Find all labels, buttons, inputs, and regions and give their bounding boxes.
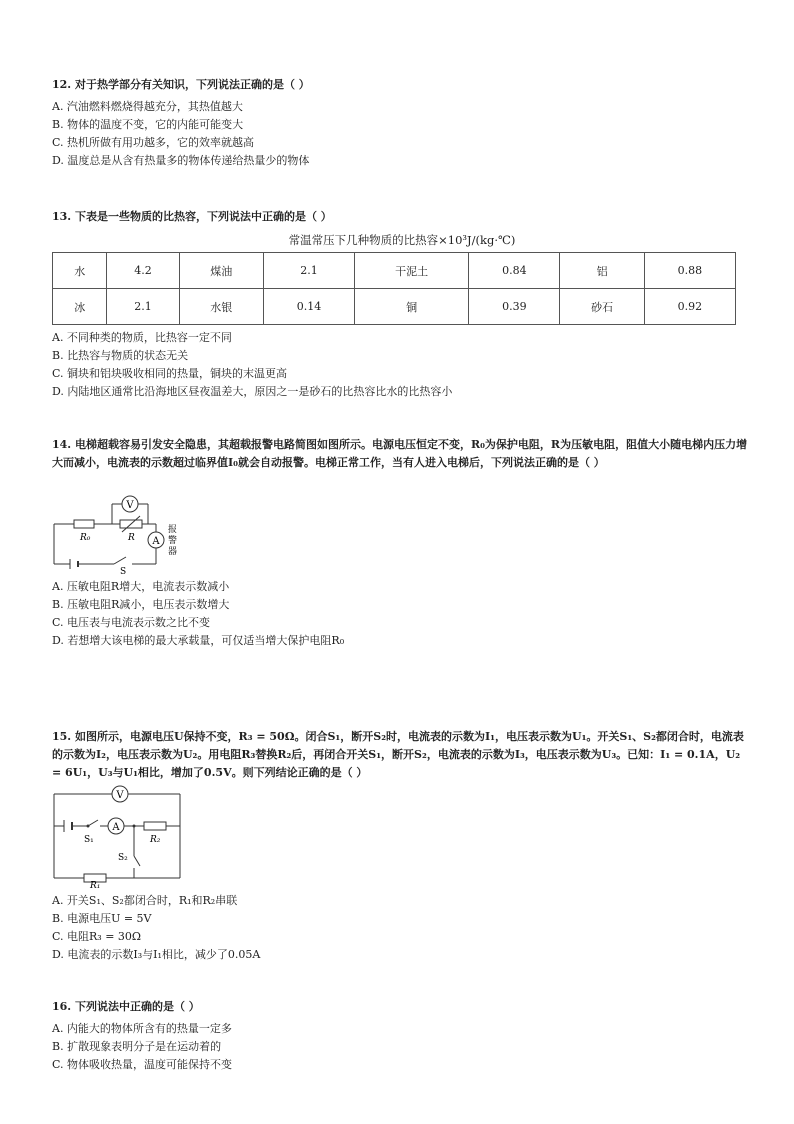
specific-heat-table <box>52 252 736 325</box>
option-d: D. 若想增大该电梯的最大承载量，可仅适当增大保护电阻R₀ <box>52 634 345 647</box>
table-cell: 干泥土 <box>355 253 469 289</box>
ammeter-label: A <box>112 822 120 833</box>
table-cell: 0.92 <box>644 289 735 325</box>
option-d: D. 内陆地区通常比沿海地区昼夜温差大，原因之一是砂石的比热容比水的比热容小 <box>52 385 453 398</box>
question-14 <box>52 436 752 650</box>
table-cell: 水 <box>53 253 107 289</box>
options-list <box>52 98 752 170</box>
alarm-circuit-diagram <box>52 474 192 574</box>
table-cell: 砂石 <box>560 289 644 325</box>
voltmeter-label: V <box>116 790 124 801</box>
table-cell: 冰 <box>53 289 107 325</box>
options-list <box>52 892 752 964</box>
option-c: C. 热机所做有用功越多，它的效率就越高 <box>52 136 255 149</box>
question-stem: 16. 下列说法中正确的是（ ） <box>52 1000 200 1013</box>
table-row <box>53 253 736 289</box>
table-cell: 煤油 <box>179 253 263 289</box>
r2-resistor <box>144 822 166 830</box>
options-list <box>52 329 752 401</box>
s1-label: S₁ <box>84 835 94 845</box>
option-a: A. 开关S₁、S₂都闭合时，R₁和R₂串联 <box>52 894 238 907</box>
voltmeter-label: V <box>126 500 134 511</box>
switch-label: S <box>120 567 127 574</box>
question-16 <box>52 998 752 1074</box>
option-a: A. 汽油燃料燃烧得越充分，其热值越大 <box>52 100 243 113</box>
table-cell: 铜 <box>355 289 469 325</box>
options-list <box>52 578 752 650</box>
s2-label: S₂ <box>118 853 128 863</box>
option-a: A. 内能大的物体所含有的热量一定多 <box>52 1022 232 1035</box>
option-b: B. 比热容与物质的状态无关 <box>52 349 189 362</box>
question-13 <box>52 208 752 401</box>
ammeter-label: A <box>152 536 160 547</box>
option-c: C. 电压表与电流表示数之比不变 <box>52 616 211 629</box>
question-12 <box>52 76 752 170</box>
r2-label: R₂ <box>150 835 161 845</box>
circuit-diagram <box>52 784 192 888</box>
alarm-label: 警 <box>168 536 178 546</box>
question-stem: 15. 如图所示，电源电压U保持不变，R₃ = 50Ω。闭合S₁，断开S₂时，电流表的示数为I₁，电压表示数为U₁。开关S₁、S₂都闭合时，电流表的示数为I₂，电压表示数为U₂。用电阻R₃替换R₂后，再闭合开关S₁，断开S₂，电流表的示数为I₃，电压表示数为U₃。已知：I₁ = 0.1A，U₂ = 6U₁，U₃与U₁相比，增加了0.5V。则下列结论正确的是（ ） <box>52 730 744 779</box>
table-cell: 2.1 <box>263 253 354 289</box>
question-stem: 13. 下表是一些物质的比热容，下列说法中正确的是（ ） <box>52 210 332 223</box>
option-c: C. 铜块和铝块吸收相同的热量，铜块的末温更高 <box>52 367 288 380</box>
option-b: B. 电源电压U = 5V <box>52 912 152 925</box>
option-c: C. 物体吸收热量，温度可能保持不变 <box>52 1058 233 1071</box>
table-cell: 4.2 <box>107 253 179 289</box>
table-cell: 2.1 <box>107 289 179 325</box>
r-label: R <box>128 533 135 543</box>
table-caption: 常温常压下几种物质的比热容×10³J/(kg·℃) <box>288 233 516 247</box>
table-cell: 铝 <box>560 253 644 289</box>
options-list <box>52 1020 752 1074</box>
question-15 <box>52 728 752 964</box>
option-a: A. 不同种类的物质，比热容一定不同 <box>52 331 232 344</box>
table-cell: 0.14 <box>263 289 354 325</box>
table-cell: 0.39 <box>469 289 560 325</box>
option-a: A. 压敏电阻R增大，电流表示数减小 <box>52 580 230 593</box>
alarm-label: 报 <box>168 525 178 535</box>
alarm-label: 器 <box>168 547 178 557</box>
table-cell: 水银 <box>179 289 263 325</box>
table-row <box>53 289 736 325</box>
option-d: D. 温度总是从含有热量多的物体传递给热量少的物体 <box>52 154 310 167</box>
table-cell: 0.88 <box>644 253 735 289</box>
table-cell: 0.84 <box>469 253 560 289</box>
option-c: C. 电阻R₃ = 30Ω <box>52 930 142 943</box>
option-d: D. 电流表的示数I₃与I₁相比，减少了0.05A <box>52 948 261 961</box>
question-stem: 14. 电梯超载容易引发安全隐患，其超载报警电路简图如图所示。电源电压恒定不变，R₀为保护电阻，R为压敏电阻，阻值大小随电梯内压力增大而减小，电流表的示数超过临界值I₀就会自动报警。电梯正常工作，当有人进入电梯后，下列说法正确的是（ ） <box>52 438 748 469</box>
r0-resistor <box>74 520 94 528</box>
option-b: B. 物体的温度不变，它的内能可能变大 <box>52 118 244 131</box>
question-stem: 12. 对于热学部分有关知识，下列说法正确的是（ ） <box>52 78 310 91</box>
r1-label: R₁ <box>90 881 101 888</box>
r0-label: R₀ <box>80 533 91 543</box>
option-b: B. 压敏电阻R减小，电压表示数增大 <box>52 598 230 611</box>
option-b: B. 扩散现象表明分子是在运动着的 <box>52 1040 222 1053</box>
